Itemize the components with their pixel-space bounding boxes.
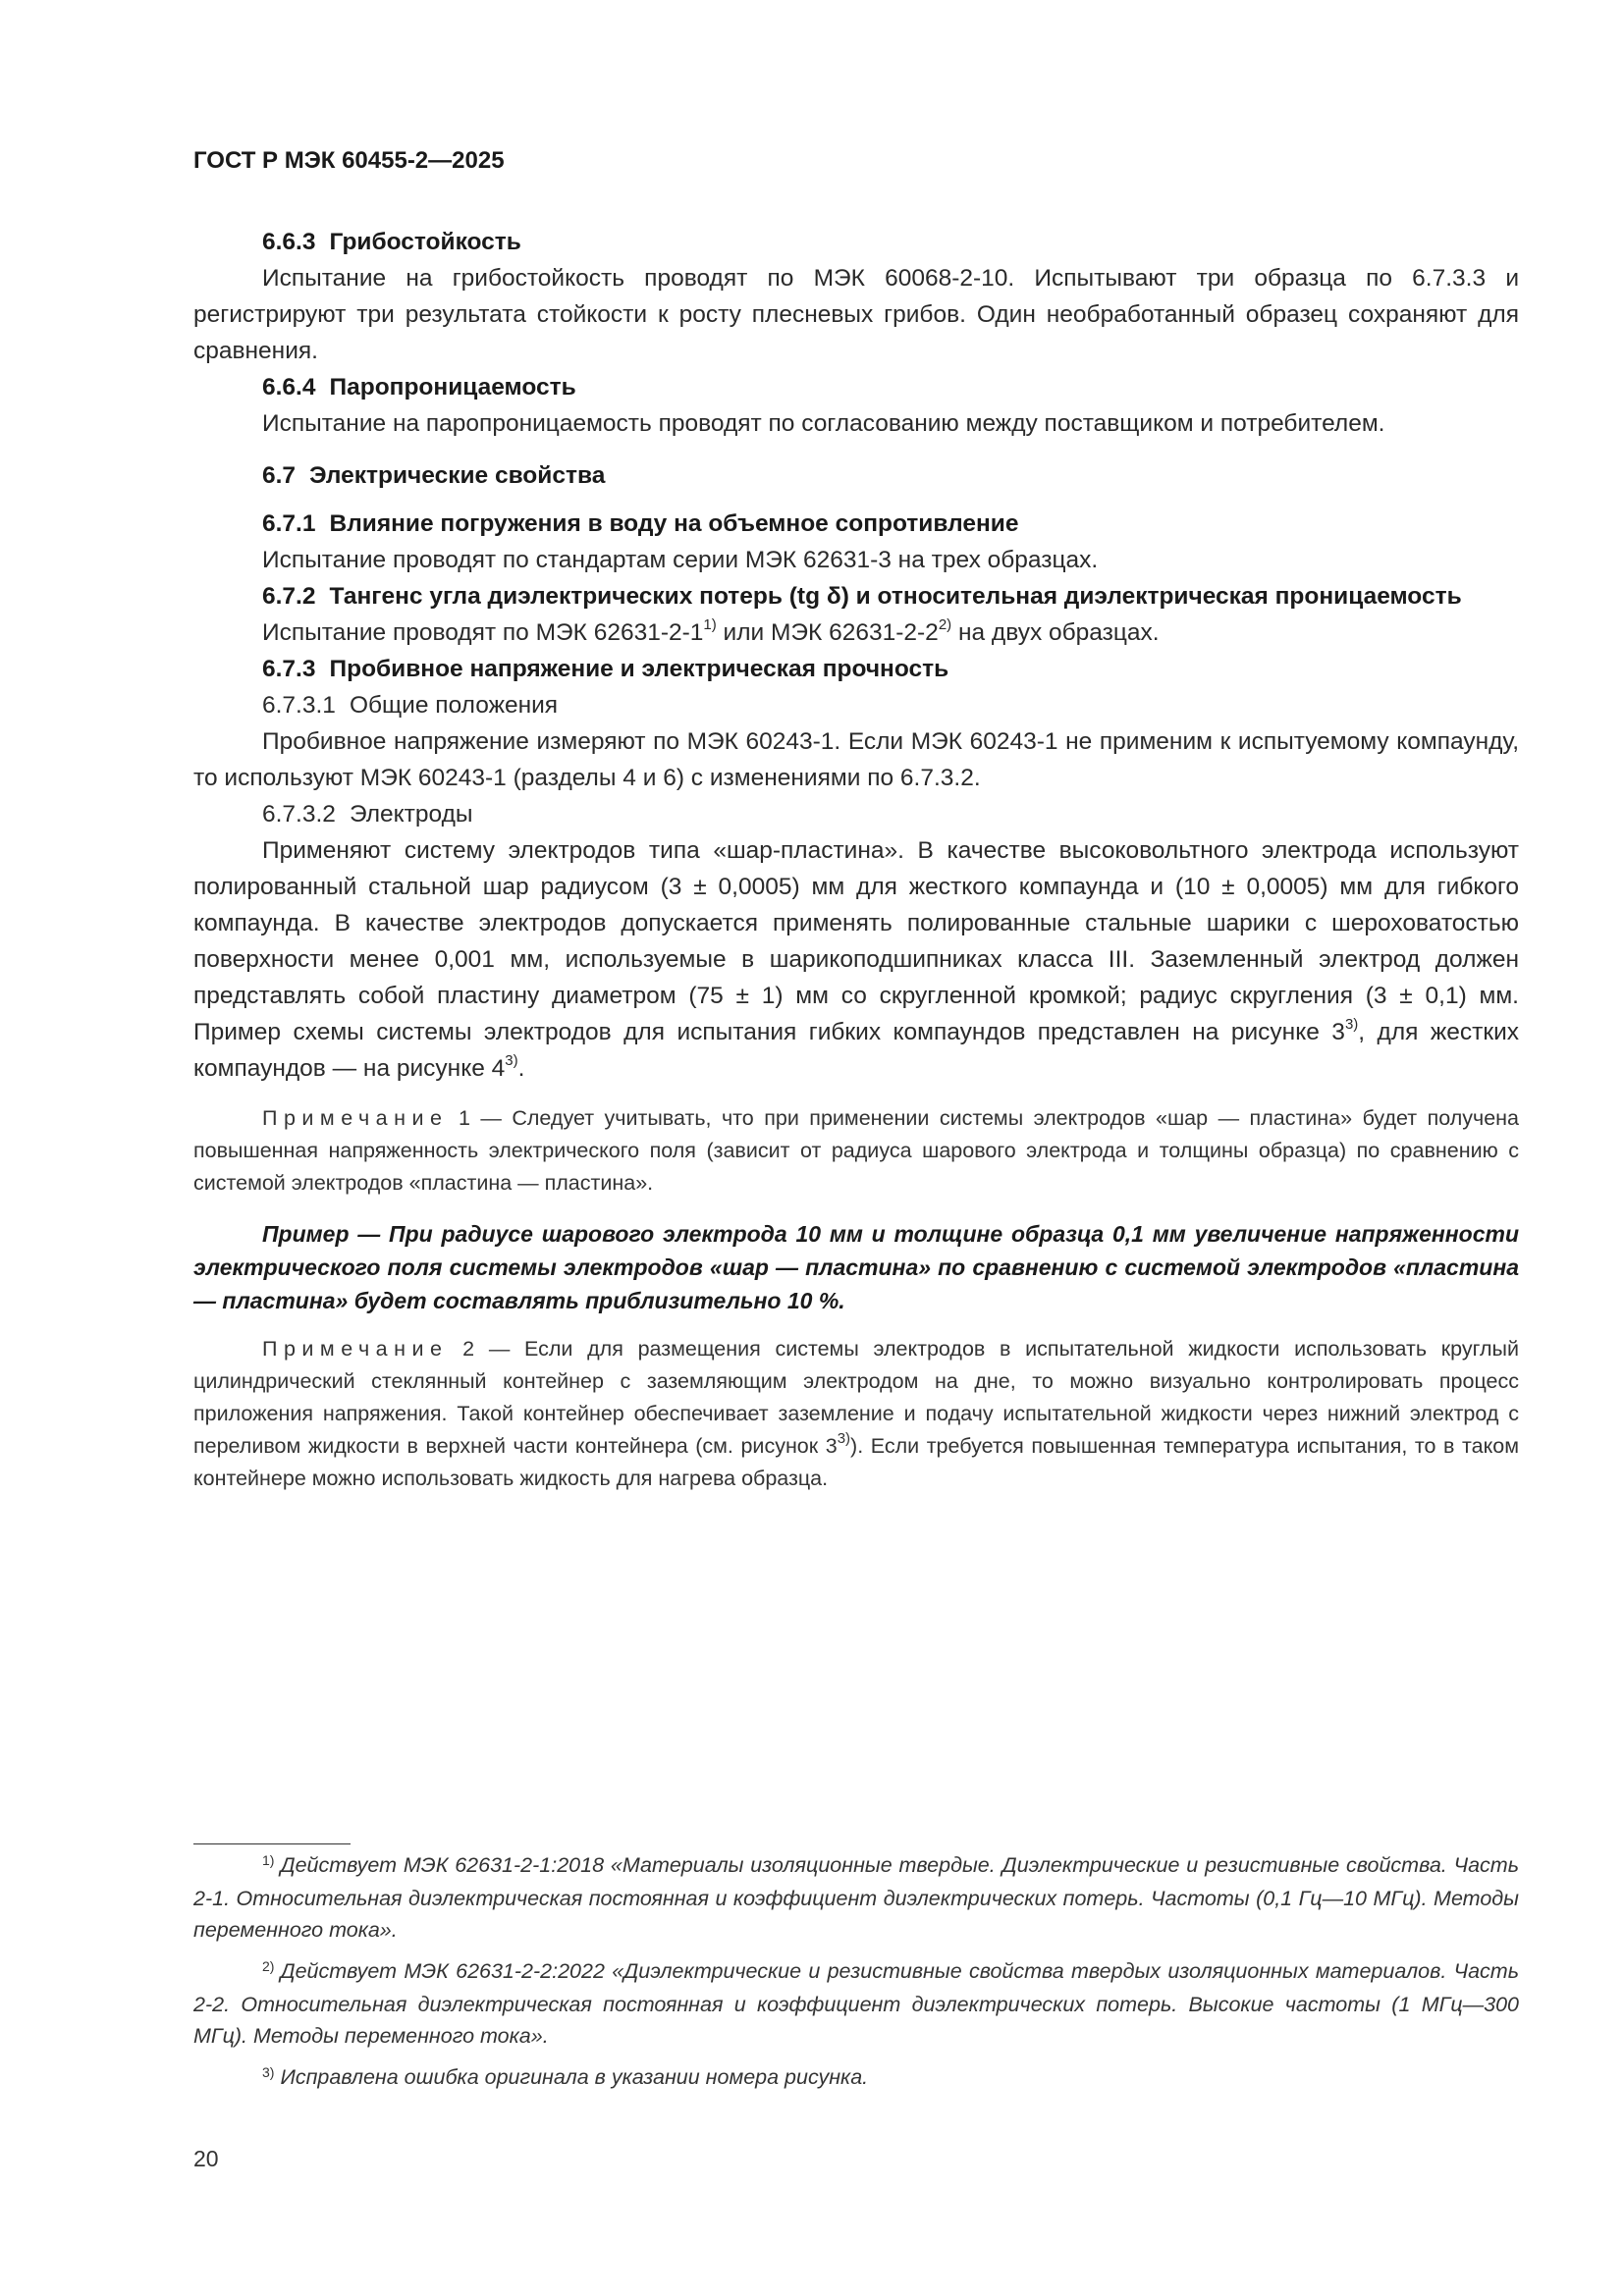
text-run: или МЭК 62631-2-2 bbox=[716, 619, 939, 646]
footnote-ref-3: 3) bbox=[505, 1051, 518, 1069]
section-title: Пробивное напряжение и электрическая прочность bbox=[329, 656, 949, 682]
note-label: Примечание bbox=[262, 1106, 449, 1130]
section-title: Электроды bbox=[349, 801, 473, 828]
footnote-1 bbox=[193, 1849, 1519, 1946]
footnote-3 bbox=[193, 2061, 1519, 2095]
text-run: Испытание проводят по МЭК 62631-2-1 bbox=[262, 619, 704, 646]
page-number: 20 bbox=[193, 2146, 219, 2171]
footnote-ref-3: 3) bbox=[837, 1429, 851, 1447]
section-number: 6.7.3.2 bbox=[262, 801, 336, 828]
section-title: Грибостойкость bbox=[329, 229, 521, 255]
footnote-2 bbox=[193, 1955, 1519, 2052]
section-number: 6.7.3.1 bbox=[262, 692, 336, 719]
text-run: на двух образцах. bbox=[951, 619, 1160, 646]
text-run: Применяют систему электродов типа «шар-пластина». В качестве высоковольтного электрода используют полированный стальной шар радиусом (3 ± 0,0005) мм для жесткого компаунда и (10 ± 0,0005) мм для гибкого компаунда. В качестве электродов допускается применять полированные стальные шарики с шероховатостью поверхности менее 0,001 мм, используемые в шарикоподшипниках класса III. Заземленный электрод должен представлять собой пластину диаметром (75 ± 1) мм со скругленной кромкой; радиус скругления (3 ± 0,1) мм. Пример схемы системы электродов для испытания гибких компаундов представлен на рисунке 3 bbox=[193, 837, 1519, 1045]
text-run: , для жестких компаундов — на рисунке 4 bbox=[193, 1019, 1520, 1082]
footnote-ref-1: 1) bbox=[703, 615, 717, 633]
section-heading-6-6-3 bbox=[193, 224, 1519, 260]
section-heading-6-7-2 bbox=[193, 578, 1519, 614]
paragraph-dielectric-loss bbox=[193, 614, 1519, 651]
section-number: 6.7.2 bbox=[262, 583, 316, 610]
footnote-mark: 1) bbox=[262, 1852, 275, 1868]
note-label: Примечание bbox=[262, 1337, 449, 1361]
footnote-mark: 3) bbox=[262, 2064, 275, 2080]
paragraph-water-immersion: Испытание проводят по стандартам серии МЭК 62631-3 на трех образцах. bbox=[262, 547, 1099, 573]
footnote-mark: 2) bbox=[262, 1958, 275, 1974]
footnote-text: Действует МЭК 62631-2-1:2018 «Материалы изоляционные твердые. Диэлектрические и резистивные свойства. Часть 2-1. Относительная диэлектрическая постоянная и коэффициент диэлектрических потерь. Частоты (0,1 Гц—10 МГц). Методы переменного тока». bbox=[193, 1853, 1519, 1942]
section-heading-6-7 bbox=[193, 457, 1519, 494]
section-heading-6-7-3 bbox=[193, 651, 1519, 687]
section-number: 6.6.4 bbox=[262, 374, 316, 400]
text-run: . bbox=[517, 1055, 525, 1082]
footnote-text: Действует МЭК 62631-2-2:2022 «Диэлектрические и резистивные свойства твердых изоляционных материалов. Часть 2-2. Относительная диэлектрическая постоянная и коэффициент диэлектрических потерь. Высокие частоты (1 МГц—300 МГц). Методы переменного тока». bbox=[193, 1959, 1519, 2048]
footnote-ref-3: 3) bbox=[1344, 1015, 1359, 1033]
paragraph-fungus-resistance: Испытание на грибостойкость проводят по МЭК 60068-2-10. Испытывают три образца по 6.7.3.3 и регистрируют три результата стойкости к росту плесневых грибов. Один необработанный образец сохраняют для сравнения. bbox=[193, 265, 1519, 364]
note-1 bbox=[193, 1102, 1519, 1200]
subsection-heading-6-7-3-1 bbox=[193, 687, 1519, 723]
note-text: — Следует учитывать, что при применении системы электродов «шар — пластина» будет получена повышенная напряженность электрического поля (зависит от радиуса шарового электрода и толщины образца) по сравнению с системой электродов «пластина — пластина». bbox=[193, 1106, 1519, 1195]
footnote-text: Исправлена ошибка оригинала в указании номера рисунка. bbox=[280, 2065, 869, 2089]
main-content bbox=[193, 224, 1519, 1495]
example-paragraph: Пример — При радиусе шарового электрода 10 мм и толщине образца 0,1 мм увеличение напряженности электрического поля системы электродов «шар — пластина» по сравнению с системой электродов «пластина — пластина» будет составлять приблизительно 10 %. bbox=[193, 1221, 1519, 1313]
paragraph-vapor-permeability: Испытание на паропроницаемость проводят по согласованию между поставщиком и потребителем. bbox=[262, 410, 1385, 437]
note-number: 2 bbox=[462, 1337, 475, 1361]
footnote-separator bbox=[193, 1843, 351, 1844]
subsection-heading-6-7-3-2 bbox=[193, 796, 1519, 832]
note-text: ). Если требуется повышенная температура испытания, то в таком контейнере можно использовать жидкость для нагрева образца. bbox=[193, 1434, 1519, 1490]
section-heading-6-7-1 bbox=[193, 506, 1519, 542]
section-title: Влияние погружения в воду на объемное сопротивление bbox=[329, 510, 1019, 537]
section-title: Тангенс угла диэлектрических потерь (tg δ) и относительная диэлектрическая проницаемость bbox=[329, 583, 1462, 610]
note-number: 1 bbox=[458, 1106, 470, 1130]
note-text: — Если для размещения системы электродов в испытательной жидкости использовать круглый цилиндрический стеклянный контейнер с заземляющим электродом на дне, то можно визуально контролировать процесс приложения напряжения. Такой контейнер обеспечивает заземление и подачу испытательной жидкости через нижний электрод с переливом жидкости в верхней части контейнера (см. рисунок 3 bbox=[193, 1337, 1519, 1458]
paragraph-electrodes bbox=[193, 832, 1519, 1087]
section-title: Электрические свойства bbox=[309, 462, 606, 489]
section-number: 6.7.1 bbox=[262, 510, 316, 537]
paragraph-breakdown-voltage: Пробивное напряжение измеряют по МЭК 60243-1. Если МЭК 60243-1 не применим к испытуемому компаунду, то используют МЭК 60243-1 (разделы 4 и 6) с изменениями по 6.7.3.2. bbox=[193, 728, 1519, 791]
section-heading-6-6-4 bbox=[193, 369, 1519, 405]
section-number: 6.6.3 bbox=[262, 229, 316, 255]
footnotes bbox=[193, 1849, 1519, 2105]
section-number: 6.7.3 bbox=[262, 656, 316, 682]
section-title: Паропроницаемость bbox=[329, 374, 576, 400]
footnote-ref-2: 2) bbox=[938, 615, 952, 633]
section-number: 6.7 bbox=[262, 462, 297, 489]
section-title: Общие положения bbox=[349, 692, 559, 719]
note-2 bbox=[193, 1333, 1519, 1495]
document-id-header: ГОСТ Р МЭК 60455-2—2025 bbox=[193, 147, 505, 174]
